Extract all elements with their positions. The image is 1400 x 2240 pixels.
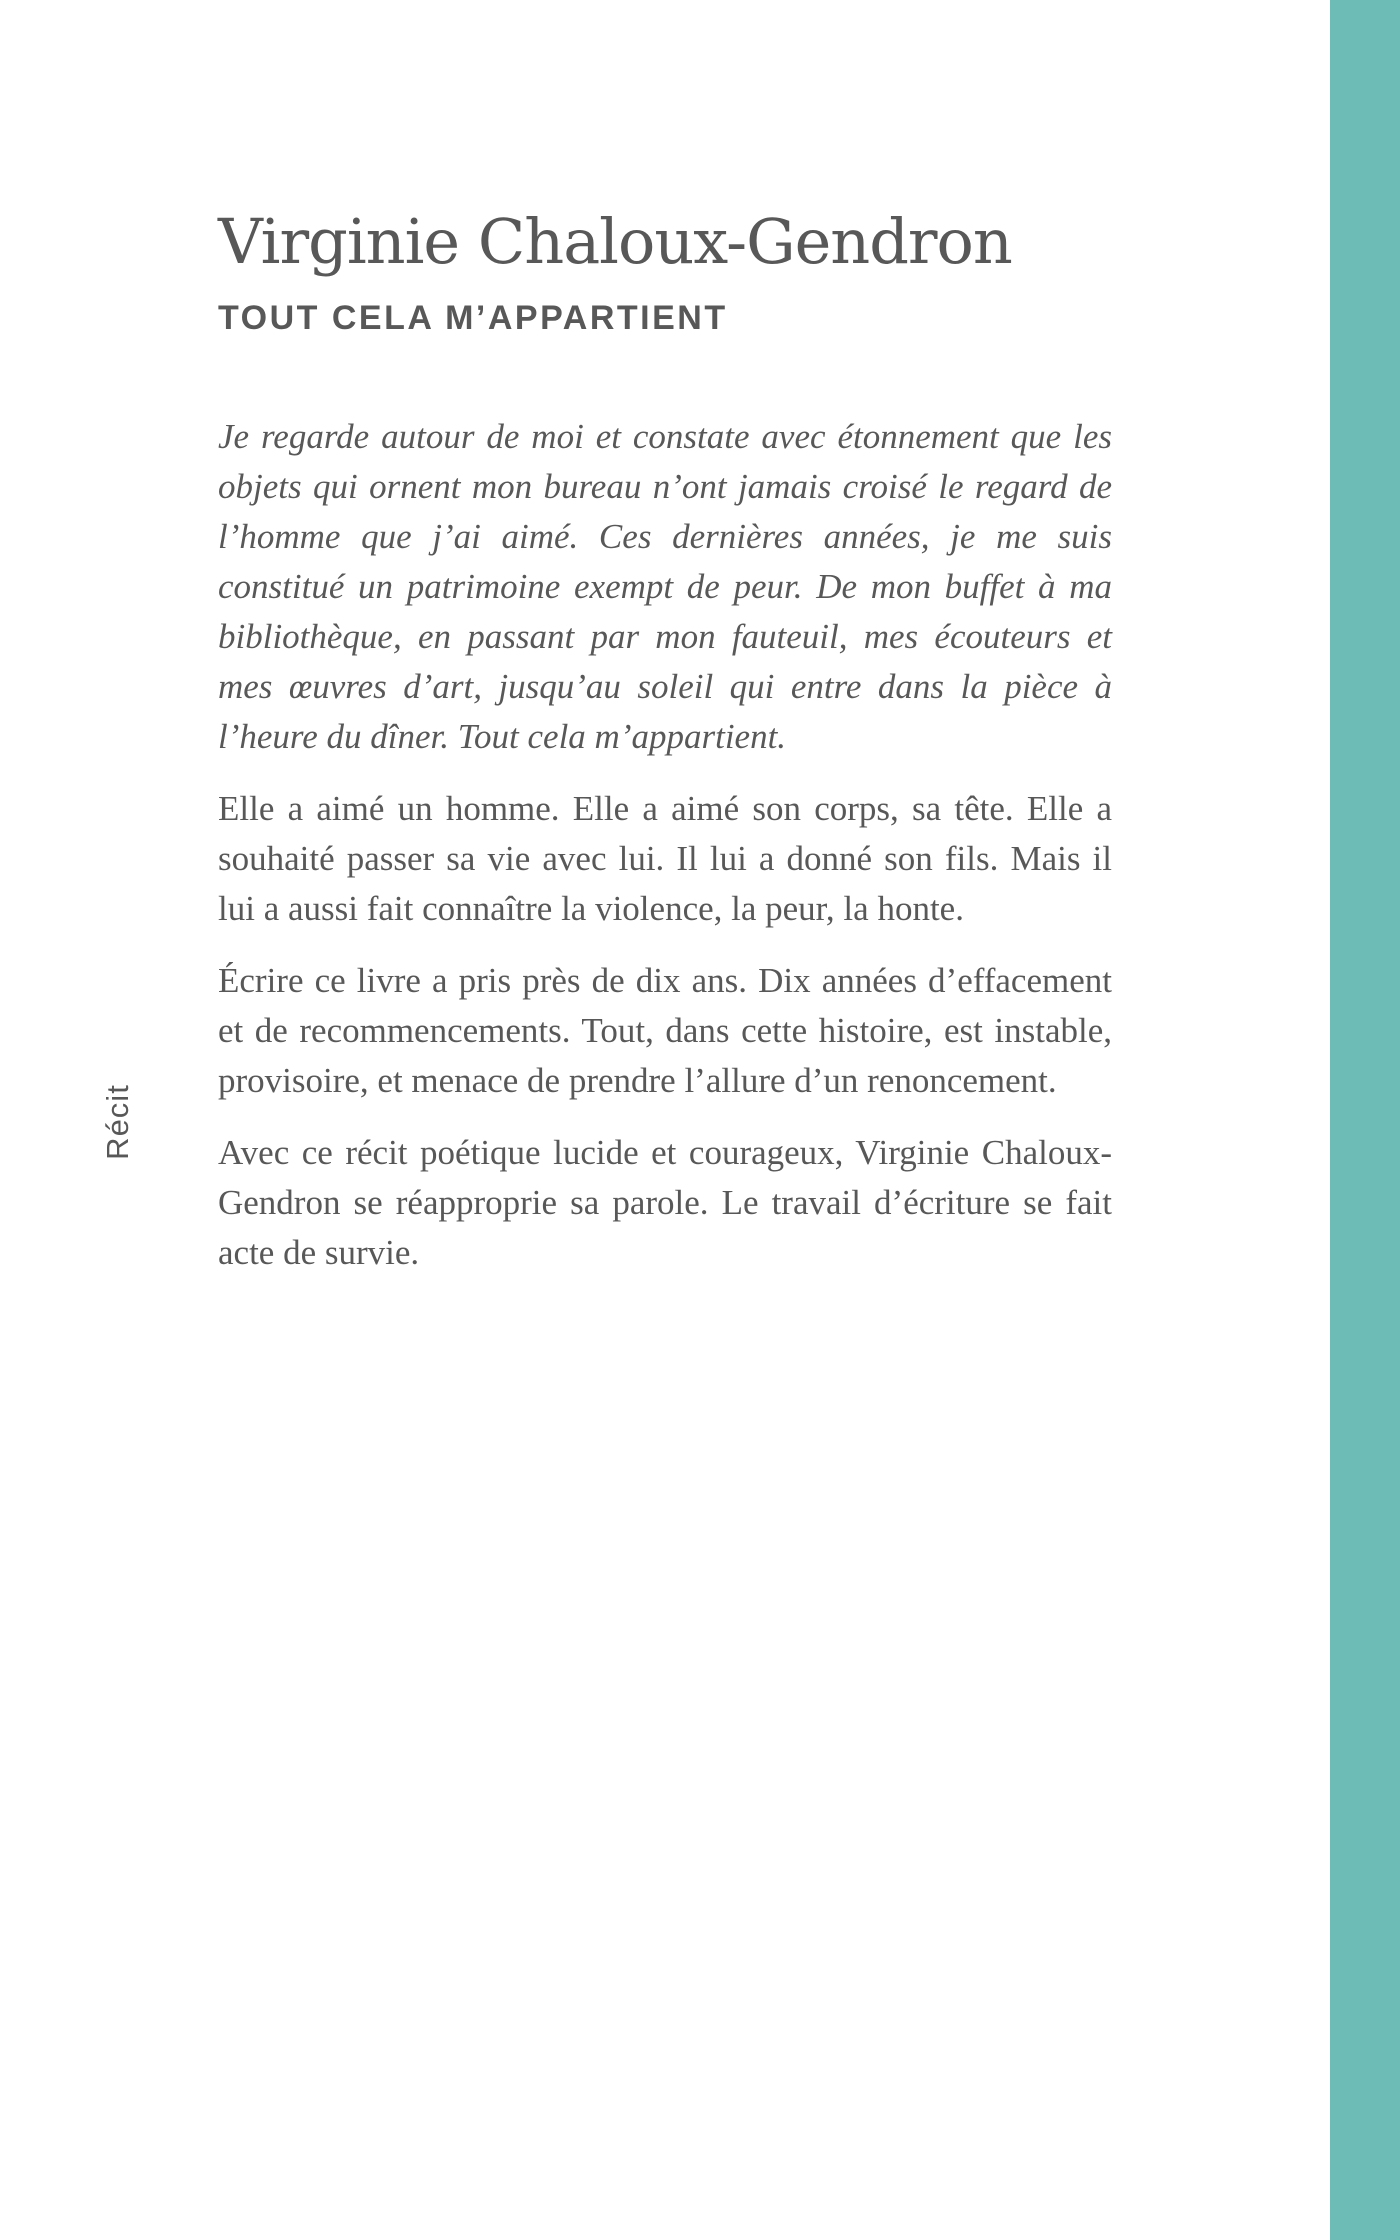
excerpt-quote: Je regarde autour de moi et constate avec étonnement que les objets qui ornent mon bureau n’ont jamais croisé le regard de l’homme que j’ai aimé. Ces dernières années, je me suis constitué un patrimoine exempt de peur. De mon buffet à ma bibliothèque, en passant par mon fauteuil, mes écouteurs et mes œuvres d’art, jusqu’au soleil qui entre dans la pièce à l’heure du dîner. Tout cela m’appartient. <box>218 416 1112 756</box>
author-name: Virginie Chaloux-Gendron <box>218 205 1012 278</box>
book-title: TOUT CELA M’APPARTIENT <box>218 299 728 338</box>
blurb-paragraph: Elle a aimé un homme. Elle a aimé son corps, sa tête. Elle a souhaité passer sa vie avec lui. Il lui a donné son fils. Mais il lui a aussi fait connaître la violence, la peur, la honte. <box>218 788 1112 928</box>
cover-content <box>218 205 1112 1278</box>
genre-label: Récit <box>100 1084 135 1160</box>
blurb-paragraph: Avec ce récit poétique lucide et courageux, Virginie Chaloux-Gendron se réapproprie sa parole. Le travail d’écriture se fait acte de survie. <box>218 1132 1112 1272</box>
accent-band <box>1330 0 1400 2240</box>
blurb-paragraph: Écrire ce livre a pris près de dix ans. Dix années d’effacement et de recommencements. Tout, dans cette histoire, est instable, provisoire, et menace de prendre l’allure d’un renoncement. <box>218 960 1112 1100</box>
